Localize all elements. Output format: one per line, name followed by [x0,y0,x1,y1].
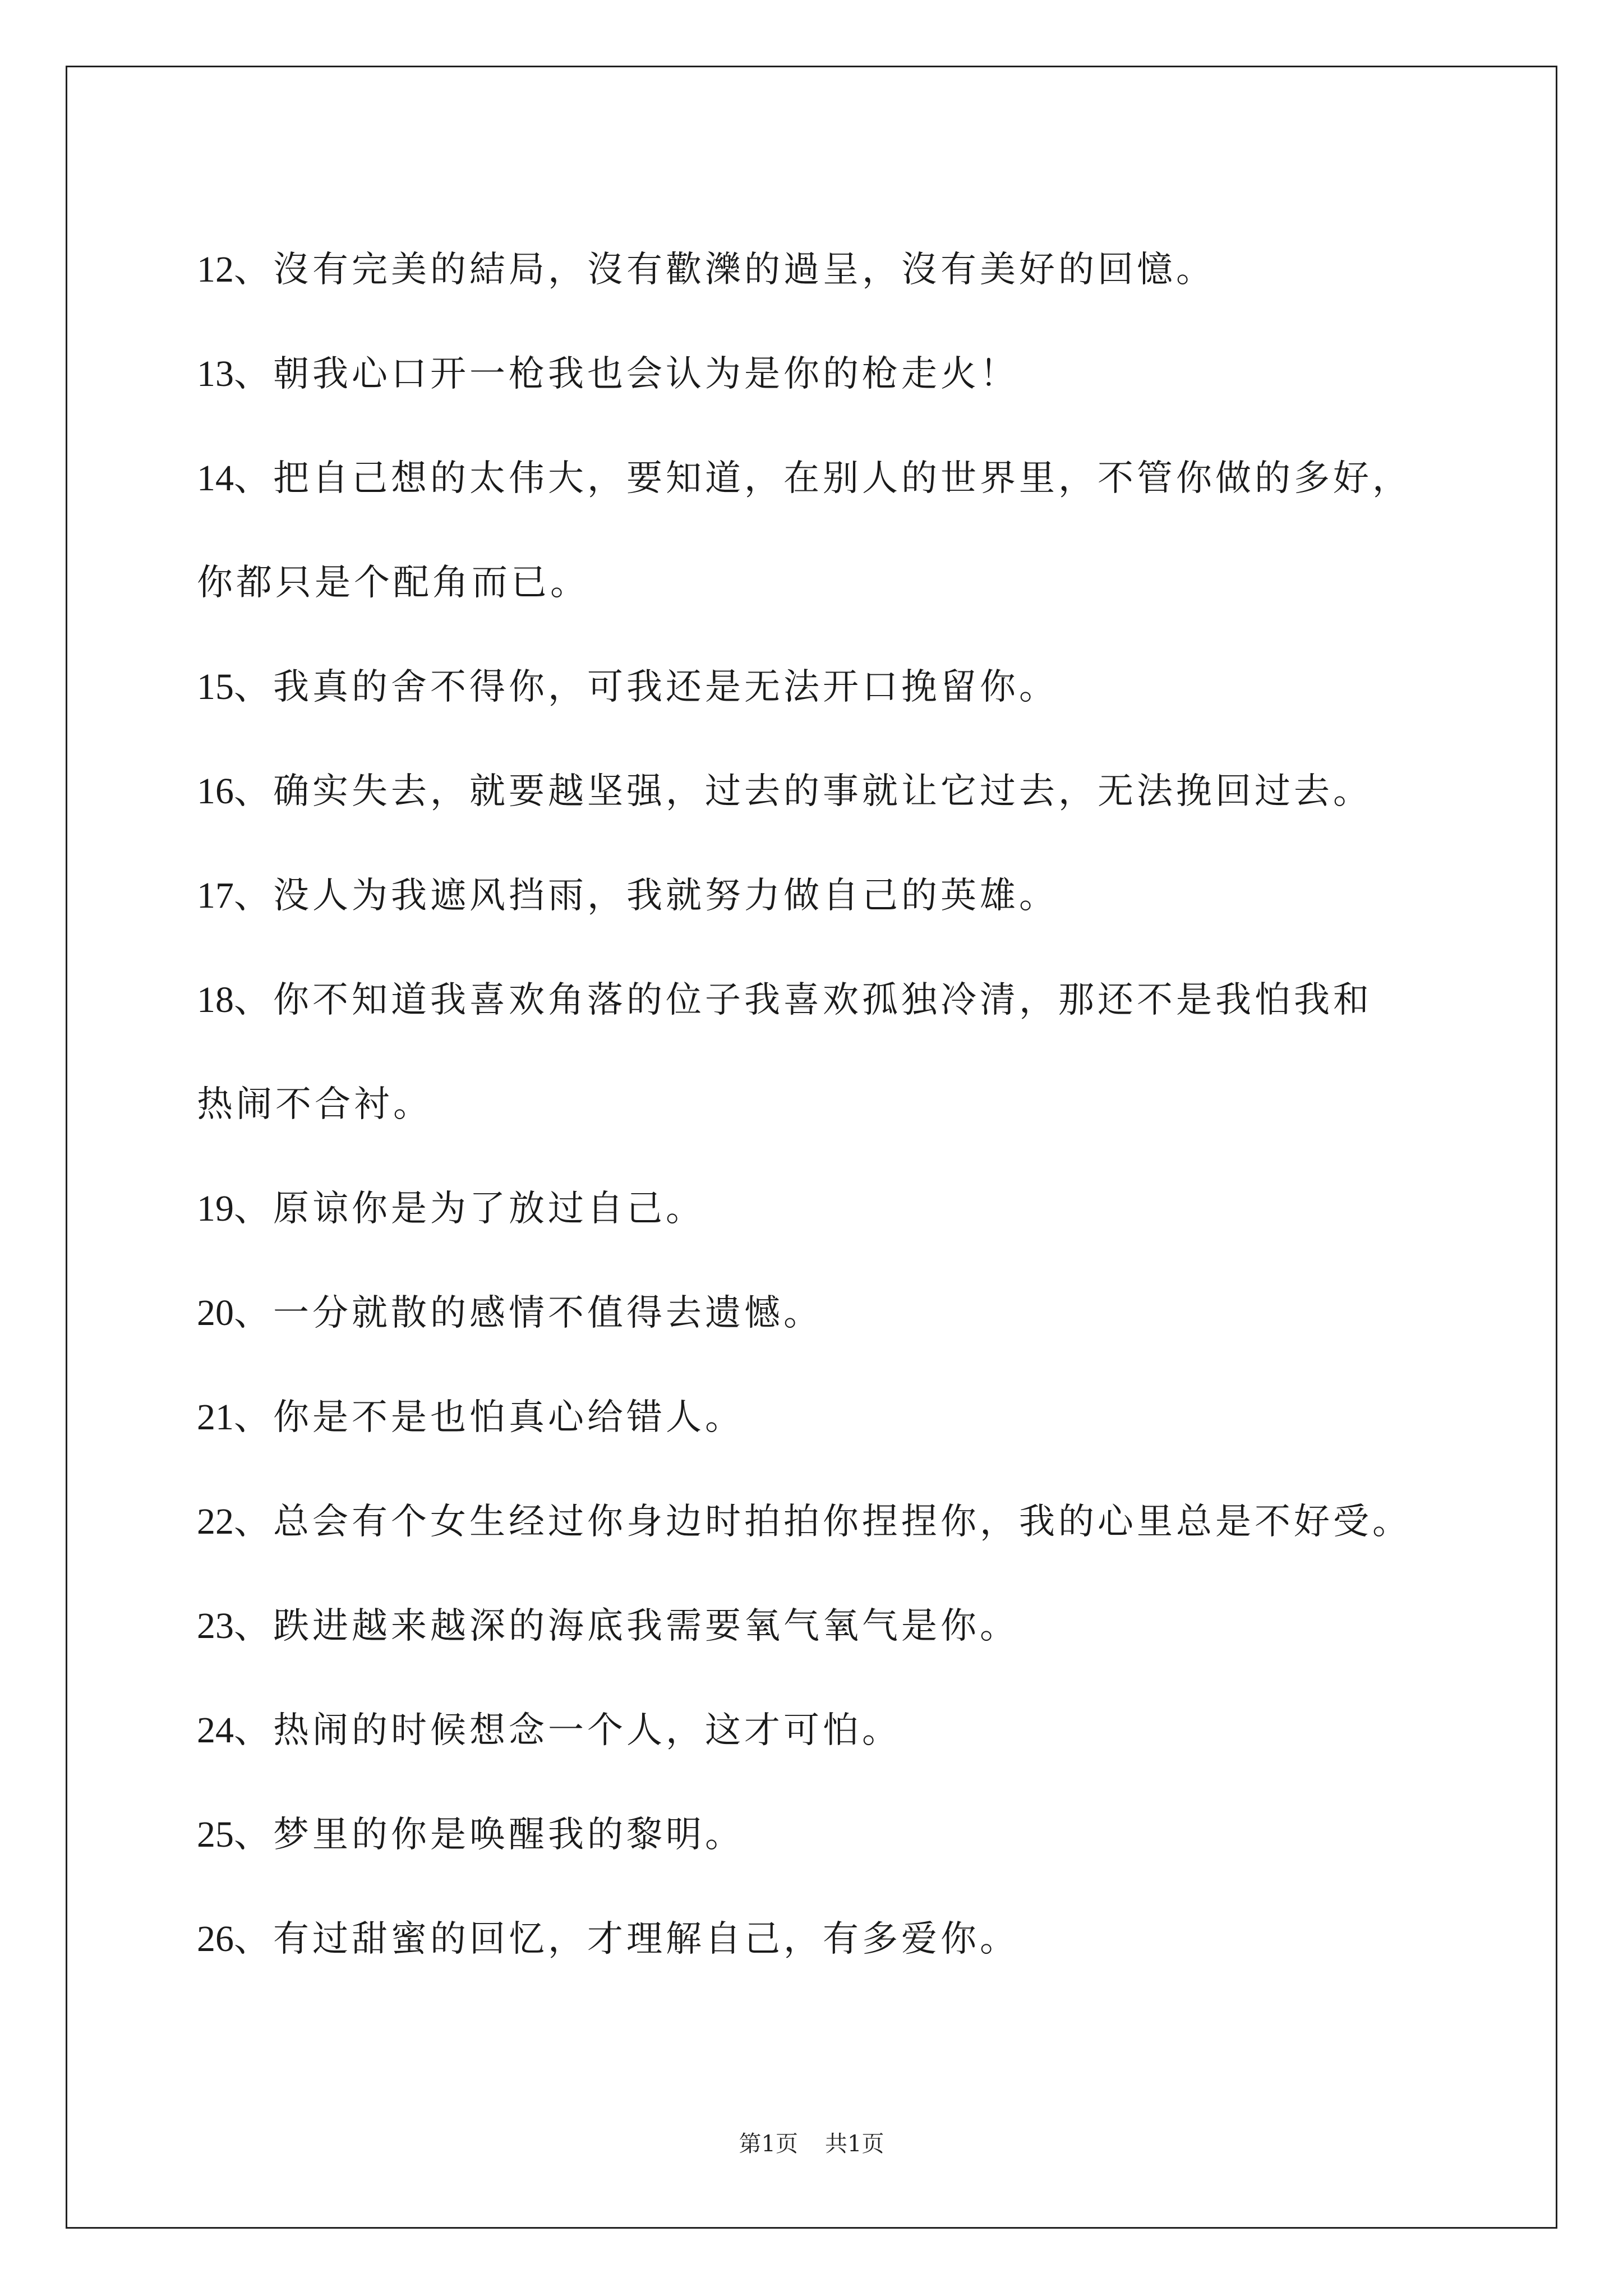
list-item-continuation: 热闹不合衬。 [197,1084,432,1125]
list-item [197,1783,1476,1887]
item-number: 14 [197,458,234,499]
list-item [197,1261,1476,1365]
item-number: 12 [197,249,234,290]
list-item [197,1887,1476,1991]
item-text: 、沒有完美的結局，沒有歡濼的過呈，沒有美好的回憶。 [234,249,1215,291]
item-number: 13 [197,353,234,394]
list-item [197,322,1476,426]
item-number: 25 [197,1814,234,1855]
item-number: 19 [197,1188,234,1229]
item-text: 、朝我心口开一枪我也会认为是你的枪走火！ [234,353,1019,395]
list-item [197,1574,1476,1678]
list-item-continuation: 你都只是个配角而已。 [197,562,589,604]
item-number: 24 [197,1710,234,1751]
item-number: 21 [197,1397,234,1438]
item-text: 、我真的舍不得你，可我还是无法开口挽留你。 [234,666,1058,708]
list-item [197,1157,1476,1261]
item-text: 、跌进越来越深的海底我需要氧气氧气是你。 [234,1605,1019,1647]
list-item [197,948,1476,1052]
item-text: 、你是不是也怕真心给错人。 [234,1397,744,1438]
list-item [197,1470,1476,1574]
list-item [197,844,1476,948]
list-item [197,1365,1476,1470]
item-text: 、确实失去，就要越坚强，过去的事就让它过去，无法挽回过去。 [234,771,1372,812]
item-text: 、把自己想的太伟大，要知道，在别人的世界里，不管你做的多好， [234,458,1412,499]
item-number: 22 [197,1501,234,1542]
page-footer [0,2126,1623,2158]
item-number: 23 [197,1605,234,1646]
list-item [197,739,1476,844]
item-number: 15 [197,666,234,707]
document-body [197,218,1476,1991]
list-item [197,426,1476,531]
item-number: 26 [197,1918,234,1959]
list-item [197,218,1476,322]
page-number-current: 第1页 [739,2131,798,2157]
item-text: 、总会有个女生经过你身边时拍拍你捏捏你，我的心里总是不好受。 [234,1501,1412,1543]
list-item [197,1678,1476,1783]
page-number-total: 共1页 [825,2131,884,2157]
item-text: 、梦里的你是唤醒我的黎明。 [234,1814,744,1856]
item-text: 、没人为我遮风挡雨，我就努力做自己的英雄。 [234,875,1058,917]
item-number: 16 [197,771,234,812]
item-text: 、一分就散的感情不值得去遗憾。 [234,1292,823,1334]
item-text: 、热闹的时候想念一个人，这才可怕。 [234,1710,901,1751]
list-item [197,635,1476,739]
item-number: 17 [197,875,234,916]
item-number: 20 [197,1292,234,1333]
item-text: 、你不知道我喜欢角落的位子我喜欢孤独冷清，那还不是我怕我和 [234,979,1372,1021]
item-number: 18 [197,979,234,1020]
item-text: 、原谅你是为了放过自己。 [234,1188,705,1230]
item-text: 、有过甜蜜的回忆，才理解自己，有多爱你。 [234,1918,1019,1960]
